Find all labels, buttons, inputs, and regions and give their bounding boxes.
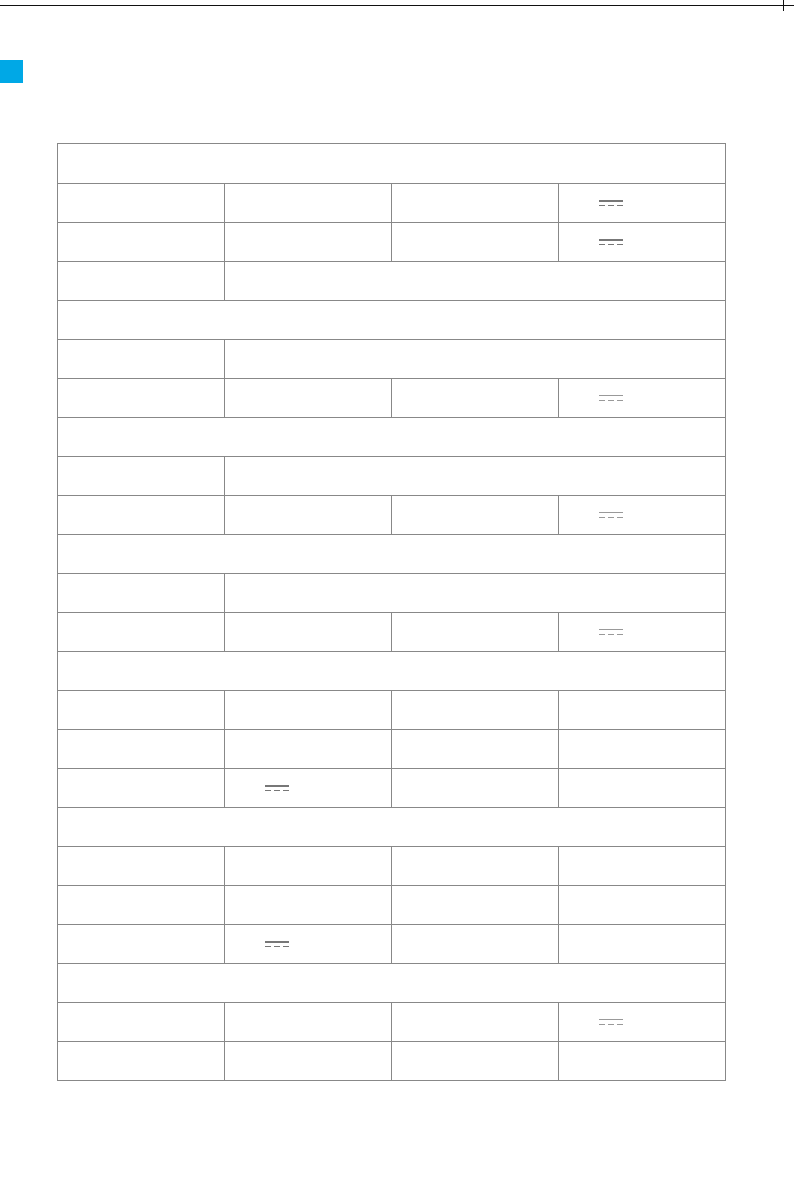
chapter-tab bbox=[0, 60, 23, 83]
table-cell bbox=[225, 379, 392, 418]
section-header-cell bbox=[58, 964, 726, 1003]
section-header-cell bbox=[58, 418, 726, 457]
table-section-header-row bbox=[58, 535, 726, 574]
table-cell bbox=[58, 1003, 225, 1042]
table-cell bbox=[58, 1042, 225, 1081]
table-cell bbox=[392, 730, 559, 769]
table-row bbox=[58, 496, 726, 535]
table-cell bbox=[392, 496, 559, 535]
table-row bbox=[58, 925, 726, 964]
table-cell bbox=[58, 379, 225, 418]
table-row bbox=[58, 1003, 726, 1042]
table-cell bbox=[225, 1042, 392, 1081]
table-row bbox=[58, 886, 726, 925]
table-cell bbox=[559, 496, 726, 535]
table-cell bbox=[559, 1003, 726, 1042]
table-cell bbox=[559, 184, 726, 223]
table-row bbox=[58, 574, 726, 613]
table-cell bbox=[58, 925, 225, 964]
table-cell bbox=[392, 1042, 559, 1081]
table-cell bbox=[559, 223, 726, 262]
table-row bbox=[58, 457, 726, 496]
table-section-header-row bbox=[58, 144, 726, 184]
table-row bbox=[58, 847, 726, 886]
table-cell bbox=[559, 613, 726, 652]
specifications-table bbox=[57, 143, 726, 1081]
table-cell bbox=[392, 691, 559, 730]
table-cell bbox=[392, 769, 559, 808]
section-header-cell bbox=[58, 301, 726, 340]
table-section-header-row bbox=[58, 808, 726, 847]
direct-current-icon bbox=[599, 238, 623, 247]
table-cell bbox=[392, 184, 559, 223]
table-cell bbox=[225, 847, 392, 886]
direct-current-icon bbox=[265, 940, 289, 949]
table-cell bbox=[225, 925, 392, 964]
specifications-table-body bbox=[58, 144, 726, 1081]
table-cell bbox=[58, 613, 225, 652]
table-cell bbox=[58, 223, 225, 262]
table-cell bbox=[225, 223, 392, 262]
direct-current-icon bbox=[599, 394, 623, 403]
section-header-cell bbox=[58, 144, 726, 184]
table-cell bbox=[225, 184, 392, 223]
table-cell bbox=[58, 847, 225, 886]
table-cell bbox=[225, 769, 392, 808]
table-cell bbox=[559, 730, 726, 769]
table-cell bbox=[225, 613, 392, 652]
direct-current-icon bbox=[265, 784, 289, 793]
direct-current-icon bbox=[599, 628, 623, 637]
table-cell bbox=[392, 613, 559, 652]
table-row bbox=[58, 691, 726, 730]
table-row bbox=[58, 769, 726, 808]
table-section-header-row bbox=[58, 652, 726, 691]
table-cell bbox=[58, 730, 225, 769]
table-cell bbox=[58, 886, 225, 925]
table-cell bbox=[225, 457, 726, 496]
direct-current-icon bbox=[599, 199, 623, 208]
table-cell bbox=[225, 496, 392, 535]
table-cell bbox=[58, 184, 225, 223]
table-cell bbox=[225, 340, 726, 379]
table-cell bbox=[392, 1003, 559, 1042]
table-cell bbox=[392, 847, 559, 886]
table-row bbox=[58, 223, 726, 262]
table-cell bbox=[392, 886, 559, 925]
table-row bbox=[58, 262, 726, 301]
table-cell bbox=[225, 262, 726, 301]
table-section-header-row bbox=[58, 964, 726, 1003]
table-row bbox=[58, 613, 726, 652]
table-section-header-row bbox=[58, 301, 726, 340]
table-row bbox=[58, 379, 726, 418]
table-cell bbox=[392, 223, 559, 262]
table-cell bbox=[225, 886, 392, 925]
table-cell bbox=[559, 886, 726, 925]
table-row bbox=[58, 340, 726, 379]
direct-current-icon bbox=[599, 1018, 623, 1027]
table-cell bbox=[58, 457, 225, 496]
section-header-cell bbox=[58, 535, 726, 574]
table-cell bbox=[559, 847, 726, 886]
table-cell bbox=[58, 496, 225, 535]
table-cell bbox=[58, 769, 225, 808]
table-cell bbox=[392, 925, 559, 964]
section-header-cell bbox=[58, 808, 726, 847]
table-cell bbox=[392, 379, 559, 418]
table-cell bbox=[225, 1003, 392, 1042]
table-cell bbox=[58, 574, 225, 613]
table-row bbox=[58, 730, 726, 769]
table-cell bbox=[225, 730, 392, 769]
section-header-cell bbox=[58, 652, 726, 691]
direct-current-icon bbox=[599, 511, 623, 520]
crop-mark bbox=[0, 0, 794, 11]
table-cell bbox=[559, 769, 726, 808]
table-row bbox=[58, 184, 726, 223]
table-row bbox=[58, 1042, 726, 1081]
table-cell bbox=[559, 379, 726, 418]
table-cell bbox=[58, 340, 225, 379]
table-cell bbox=[559, 691, 726, 730]
table-cell bbox=[559, 925, 726, 964]
table-cell bbox=[58, 262, 225, 301]
table-cell bbox=[559, 1042, 726, 1081]
table-cell bbox=[225, 574, 726, 613]
table-cell bbox=[225, 691, 392, 730]
table-section-header-row bbox=[58, 418, 726, 457]
table-cell bbox=[58, 691, 225, 730]
